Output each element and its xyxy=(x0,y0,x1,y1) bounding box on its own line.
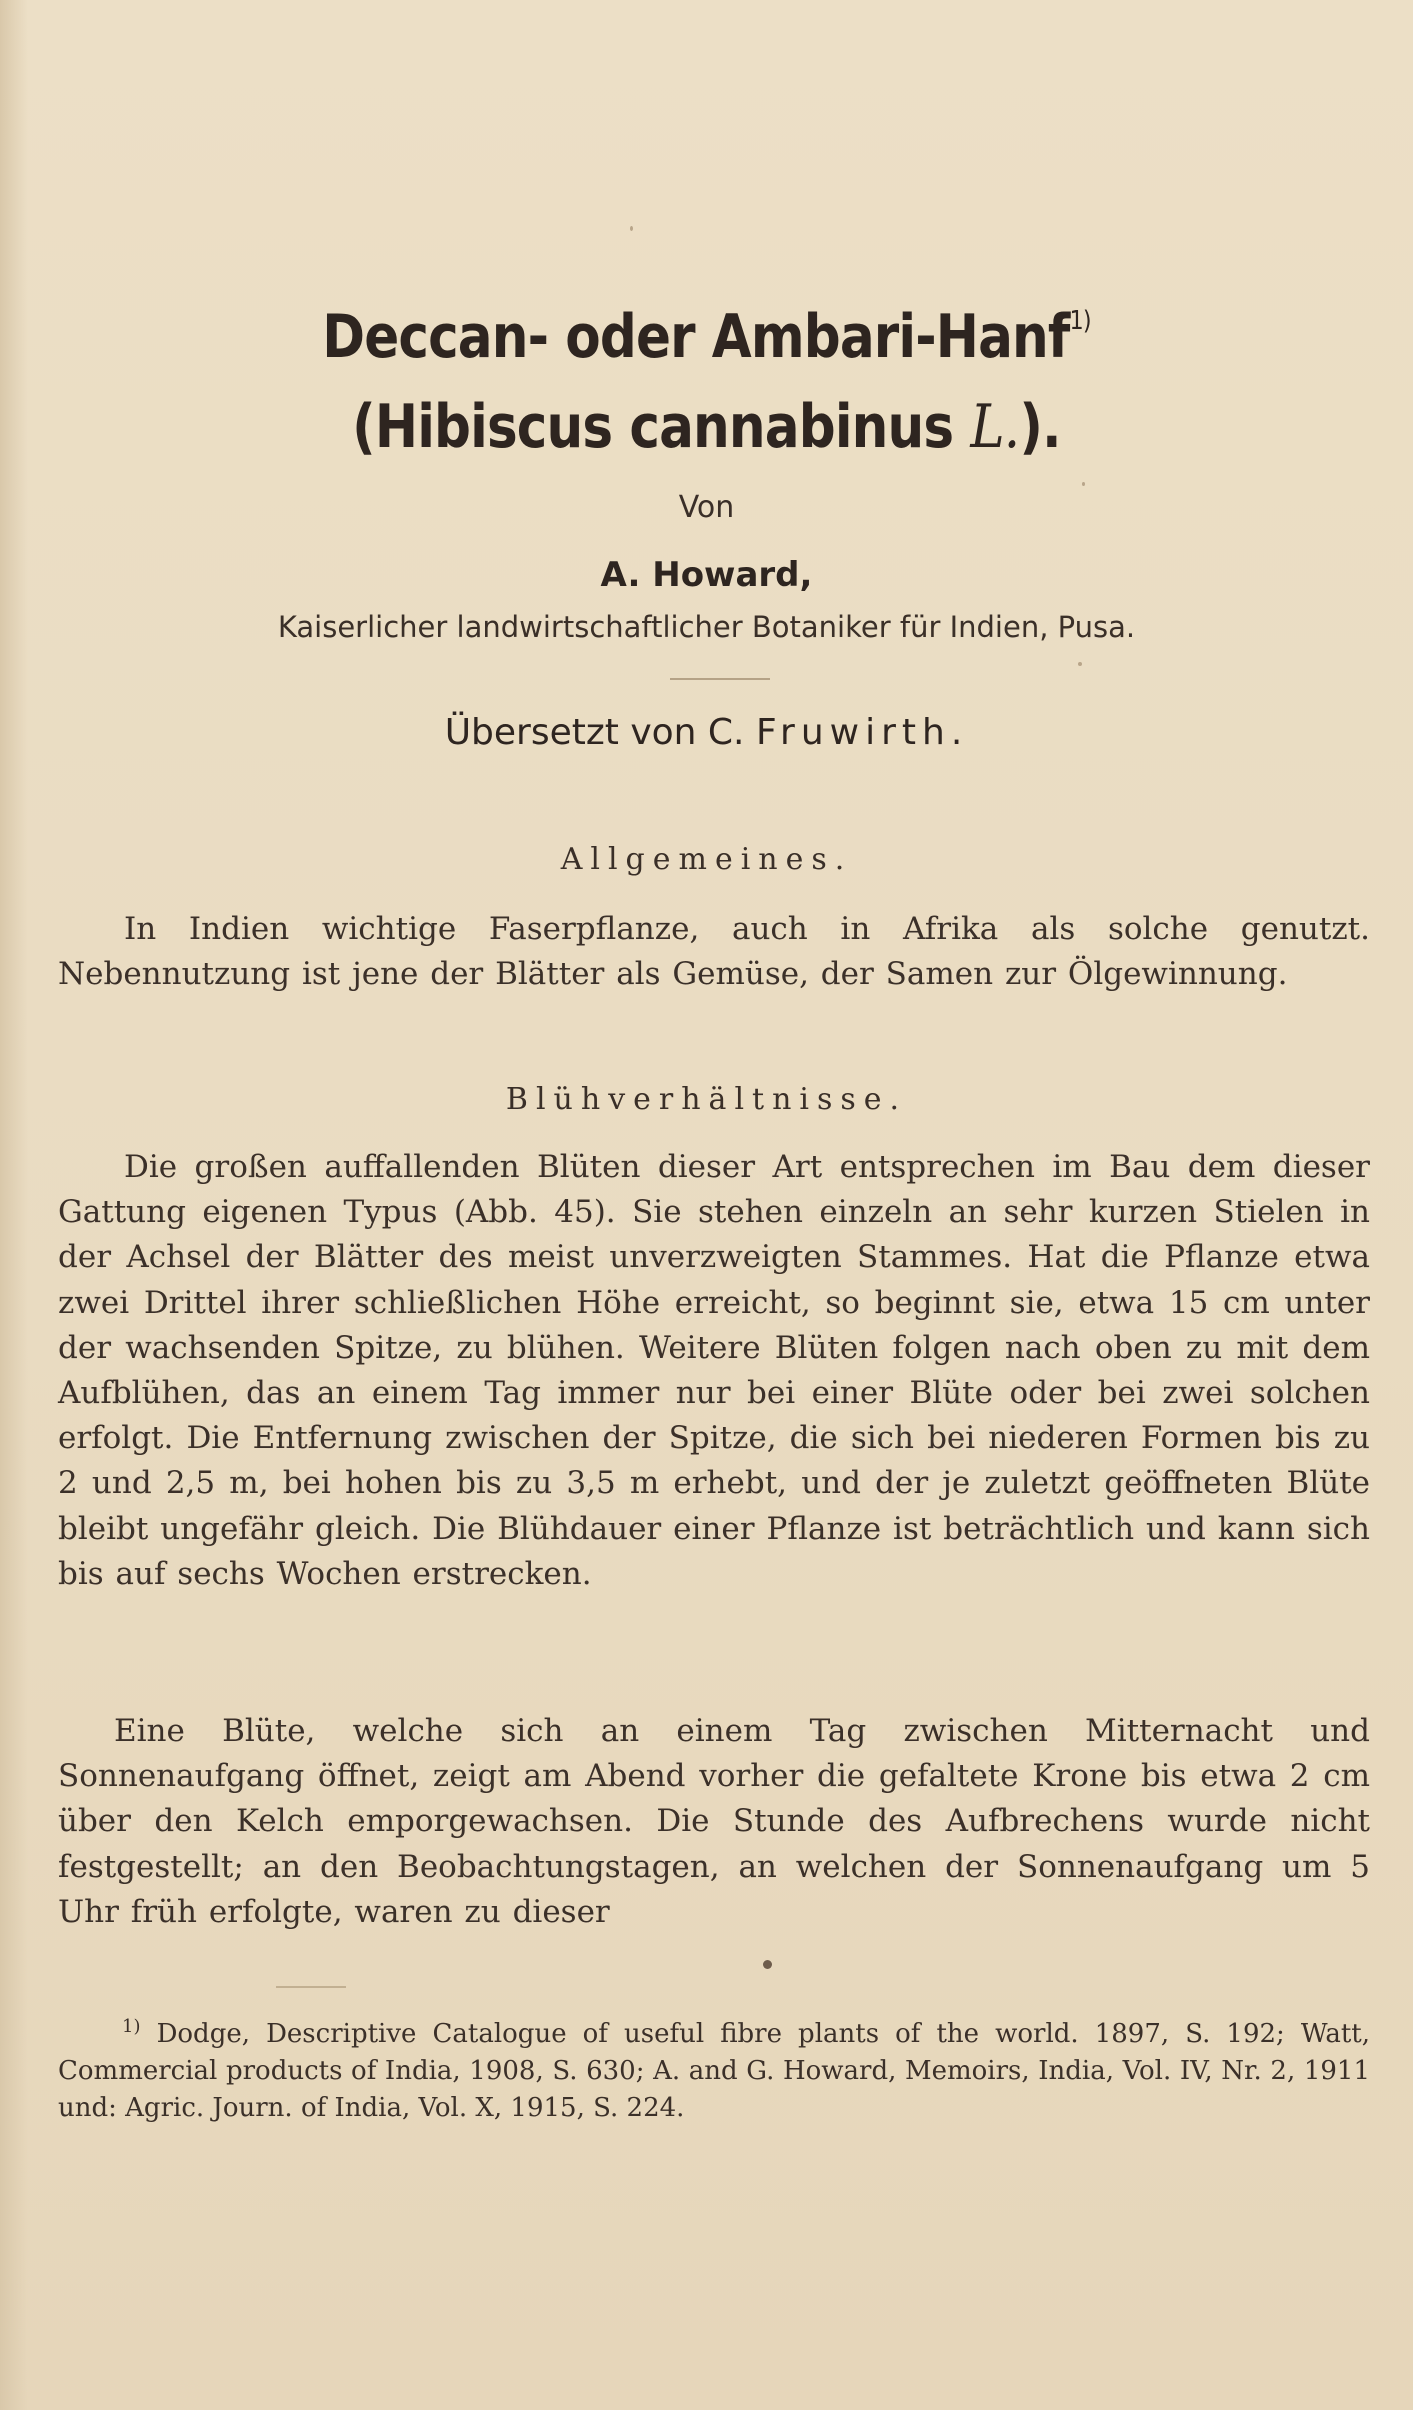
paper-speck xyxy=(1082,482,1085,486)
footnote xyxy=(58,2008,1370,2127)
translator-line xyxy=(0,712,1413,753)
footnote-divider xyxy=(276,1986,346,1988)
paper-speck xyxy=(630,226,633,231)
title-main: Deccan- oder Ambari-Hanf xyxy=(322,302,1070,372)
title-line-1 xyxy=(99,302,1314,372)
title-species-authority: L. xyxy=(970,392,1020,462)
author-affiliation: Kaiserlicher landwirtschaftlicher Botaniker für Indien, Pusa. xyxy=(277,610,1136,644)
section-heading-bluehverhaeltnisse: Blühverhältnisse. xyxy=(505,1082,908,1117)
title-divider xyxy=(670,678,770,680)
title-species-close: ). xyxy=(1019,392,1061,462)
translator-prefix: Übersetzt von C. xyxy=(444,712,756,753)
title-line-2 xyxy=(99,392,1314,462)
paragraph-3: Eine Blüte, welche sich an einem Tag zwischen Mitternacht und Sonnenaufgang öffnet, zeigt am Abend vorher die gefaltete Krone bis etwa 2 cm über den Kelch emporgewachsen. Die Stunde des Aufbrechens wurde nicht festgestellt; an den Beobachtungstagen, an welchen der Sonnenaufgang um 5 Uhr früh erfolgte, waren zu dieser xyxy=(58,1713,1370,1930)
paragraph-2: Die großen auffallenden Blüten dieser Art entsprechen im Bau dem dieser Gattung eigenen Typus (Abb. 45). Sie stehen einzeln an sehr kurzen Stielen in der Achsel der Blätter des meist unverzweigten Stammes. Hat die Pflanze etwa zwei Drittel ihrer schließlichen Höhe erreicht, so beginnt sie, etwa 15 cm unter der wachsenden Spitze, zu blühen. Weitere Blüten folgen nach oben zu mit dem Aufblühen, das an einem Tag immer nur bei einer Blüte oder bei zwei solchen erfolgt. Die Entfernung zwischen der Spitze, die sich bei niederen Formen bis zu 2 und 2,5 m, bei hohen bis zu 3,5 m erhebt, und der je zuletzt geöffneten Blüte bleibt ungefähr gleich. Die Blühdauer einer Pflanze ist beträchtlich und kann sich bis auf sechs Wochen erstrecken. xyxy=(58,1149,1370,1592)
author-name: A. Howard, xyxy=(600,555,813,595)
footnote-mark: 1) xyxy=(122,2016,141,2037)
paper-speck xyxy=(1078,662,1082,666)
paper-speck xyxy=(763,1960,772,1969)
title-footnote-ref: 1) xyxy=(1069,306,1091,336)
title-species-open: (Hibiscus cannabinus xyxy=(352,392,971,462)
byline-von: Von xyxy=(678,490,735,525)
paragraph-1: In Indien wichtige Faserpflanze, auch in Afrika als solche genutzt. Nebennutzung ist jene der Blätter als Gemüse, der Samen zur Ölgewinnung. xyxy=(58,911,1370,993)
footnote-text: Dodge, Descriptive Catalogue of useful fibre plants of the world. 1897, S. 192; Watt, Commercial products of India, 1908, S. 630; A. and G. Howard, Memoirs, India, Vol. IV, Nr. 2, 1911 und: Agric. Journ. of India, Vol. X, 1915, S. 224. xyxy=(58,2019,1371,2123)
translator-name: Fruwirth. xyxy=(755,712,969,753)
page-edge-shadow xyxy=(0,0,28,2410)
section-heading-allgemeines: Allgemeines. xyxy=(560,842,853,877)
